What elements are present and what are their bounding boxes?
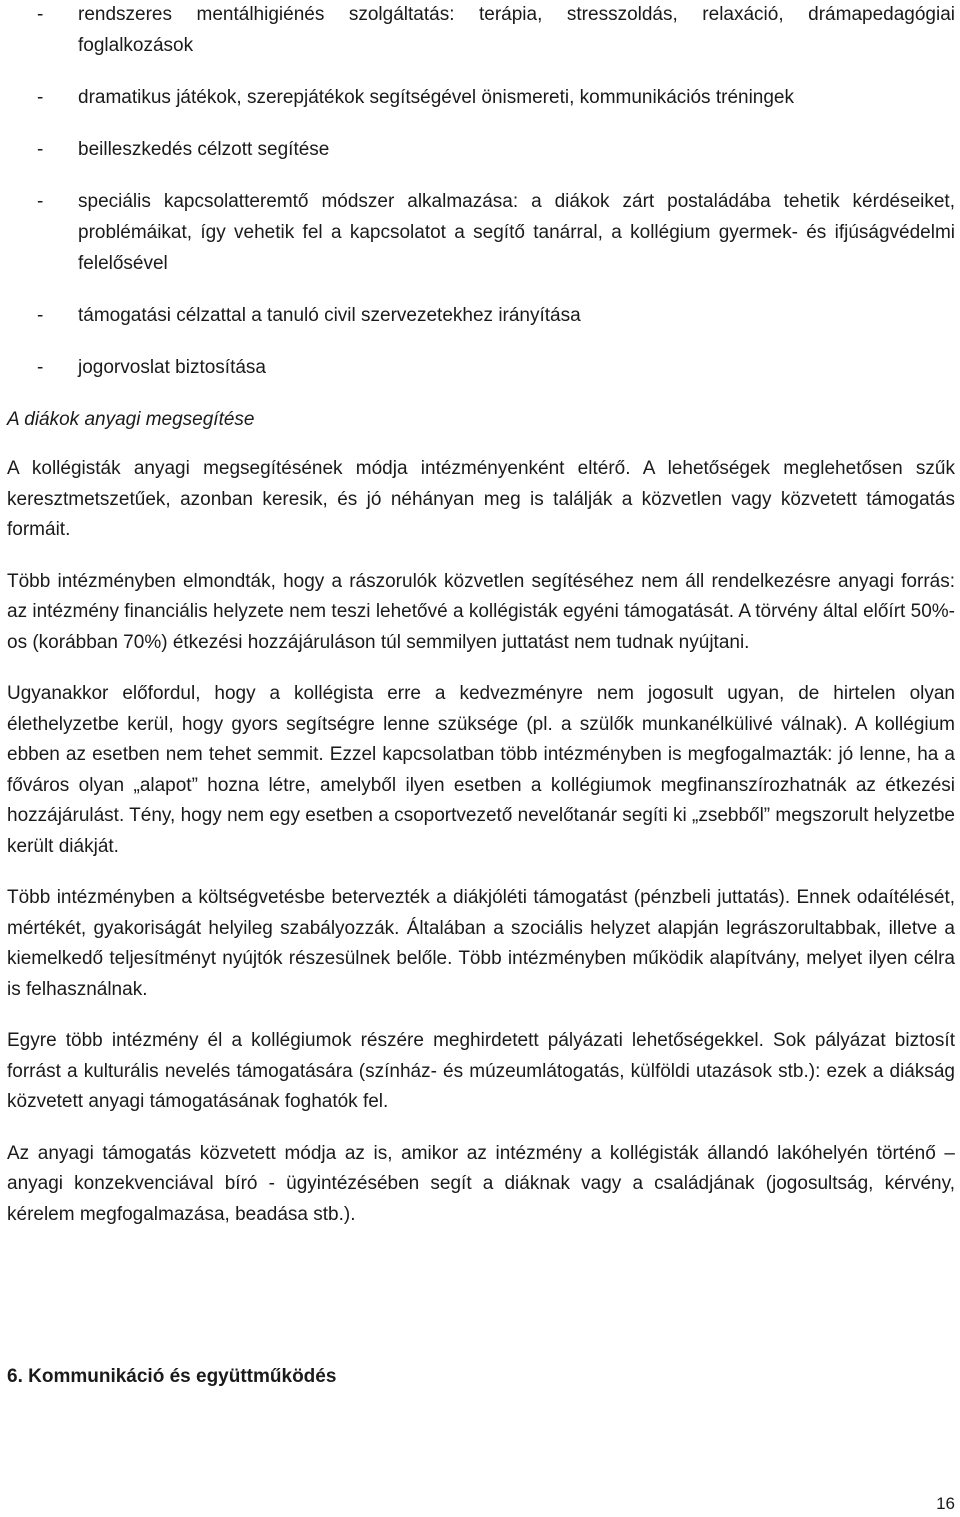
- list-item-text: rendszeres mentálhigiénés szolgáltatás: terápia, stresszoldás, relaxáció, drámapedagógiai foglalkozások: [78, 4, 955, 56]
- support-list: [7, 0, 955, 383]
- paragraph: Az anyagi támogatás közvetett módja az is, amikor az intézmény a kollégisták állandó lakóhelyén történő – anyagi konzekvenciával bíró - ügyintézésében segít a diáknak vagy a családjának (jogosultság, kérvény, kérelem megfogalmazása, beadása stb.).: [7, 1142, 955, 1225]
- section-heading: 6. Kommunikáció és együttműködés: [7, 1366, 337, 1387]
- list-item-text: beilleszkedés célzott segítése: [78, 139, 330, 160]
- list-item: [7, 134, 955, 165]
- paragraph: A kollégisták anyagi megsegítésének módja intézményenként eltérő. A lehetőségek meglehetősen szűk keresztmetszetűek, azonban keresik, és jó néhányan meg is találják a közvetlen vagy közvetett támogatás formáit.: [7, 458, 955, 540]
- paragraph: Egyre több intézmény él a kollégiumok részére meghirdetett pályázati lehetőségekkel. Sok pályázat biztosít forrást a kulturális nevelés támogatására (színház- és múzeumlátogatás, külföldi utazások stb.): ezek a diákság közvetett anyagi támogatásának foghatók fel.: [7, 1030, 955, 1112]
- list-item: [7, 186, 955, 279]
- list-item: [7, 352, 955, 383]
- list-item-text: támogatási célzattal a tanuló civil szervezetekhez irányítása: [78, 305, 581, 326]
- page-number: 16: [936, 1494, 955, 1513]
- list-dash: -: [37, 357, 44, 378]
- list-item: [7, 0, 955, 61]
- list-dash: -: [37, 87, 44, 108]
- list-item: [7, 300, 955, 331]
- list-item: [7, 82, 955, 113]
- list-item-text: speciális kapcsolatteremtő módszer alkalmazása: a diákok zárt postaládába tehetik kérdéseiket, problémáikat, így vehetik fel a kapcsolatot a segítő tanárral, a kollégium gyermek- és ifjúságvédelmi felelősével: [78, 191, 955, 274]
- list-dash: -: [37, 4, 44, 25]
- subheading: A diákok anyagi megsegítése: [7, 409, 255, 430]
- list-dash: -: [37, 191, 44, 212]
- list-dash: -: [37, 139, 44, 160]
- paragraph: Ugyanakkor előfordul, hogy a kollégista erre a kedvezményre nem jogosult ugyan, de hirtelen olyan élethelyzetbe kerül, hogy gyors segítségre lenne szüksége (pl. a szülők munkanélkülivé válnak). A kollégium ebben az esetben nem tehet semmit. Ezzel kapcsolatban több intézményben is megfogalmazták: jó lenne, ha a főváros olyan „alapot” hozna létre, amelyből ilyen esetben a kollégiumok megfinanszírozhatnák az étkezési hozzájárulást. Tény, hogy nem egy esetben a csoportvezető nevelőtanár segíti ki „zsebből” megszorult helyzetbe került diákját.: [7, 683, 955, 857]
- list-item-text: dramatikus játékok, szerepjátékok segítségével önismereti, kommunikációs tréningek: [78, 87, 794, 108]
- list-item-text: jogorvoslat biztosítása: [78, 357, 266, 378]
- list-dash: -: [37, 305, 44, 326]
- document-page: [7, 0, 955, 1230]
- paragraph: Több intézményben elmondták, hogy a rászorulók közvetlen segítéséhez nem áll rendelkezésre anyagi forrás: az intézmény financiális helyzete nem teszi lehetővé a kollégisták egyéni támogatását. A törvény által előírt 50%-os (korábban 70%) étkezési hozzájáruláson túl semmilyen juttatást nem tudnak nyújtani.: [7, 570, 955, 653]
- paragraph: Több intézményben a költségvetésbe betervezték a diákjóléti támogatást (pénzbeli juttatás). Ennek odaítélését, mértékét, gyakoriságát helyileg szabályozzák. Általában a szociális helyzet alapján legrászorultabbak, illetve a kiemelkedő teljesítményt nyújtók részesülnek belőle. Több intézményben működik alapítvány, melyet ilyen célra is felhasználnak.: [7, 887, 955, 1000]
